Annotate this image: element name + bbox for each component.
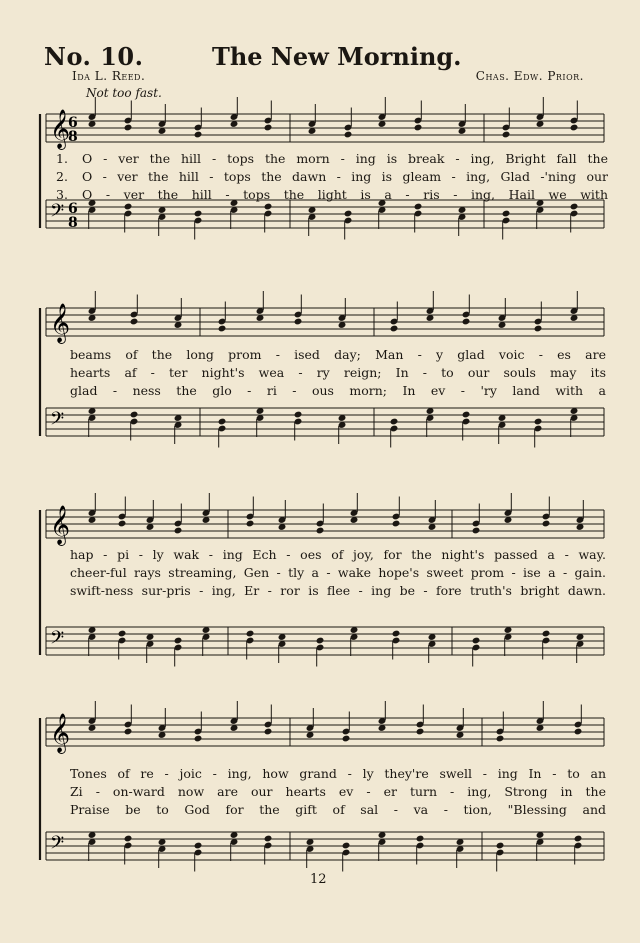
treble-clef-icon: 𝄞	[50, 505, 71, 545]
verse-number: 2.	[56, 169, 68, 184]
note-head	[124, 835, 133, 843]
lyric-text: O - ver the hill - tops the light is a - ris - ing, Hail we with	[82, 187, 608, 202]
note-head	[194, 735, 203, 743]
note-head	[246, 520, 255, 528]
lyric-text: hap - pi - ly wak - ing Ech - oes of joy, for the night's passed a - way.	[70, 547, 606, 562]
note-head	[316, 527, 325, 535]
lyric-text: Praise be to God for the gift of sal - va - tion, "Blessing and	[70, 802, 606, 817]
staff	[46, 199, 604, 239]
note-head	[570, 124, 579, 132]
note-head	[472, 527, 481, 535]
note-head	[534, 325, 543, 333]
verse-number: 3.	[56, 187, 68, 202]
note-head	[218, 325, 227, 333]
note-head	[416, 728, 425, 736]
note-head	[316, 637, 325, 645]
verse-line	[70, 765, 606, 782]
note-head	[344, 210, 353, 218]
note-head	[392, 520, 401, 528]
note-head	[130, 411, 139, 419]
note-head	[472, 637, 481, 645]
note-head	[294, 411, 303, 419]
note-head	[342, 842, 351, 850]
verse-line	[56, 150, 608, 167]
note-head	[462, 318, 471, 326]
note-head	[118, 520, 127, 528]
note-head	[174, 637, 183, 645]
note-head	[342, 735, 351, 743]
treble-clef-icon: 𝄞	[50, 303, 71, 343]
note-head	[502, 210, 511, 218]
note-head	[194, 842, 203, 850]
note-head	[570, 203, 579, 211]
note-head	[390, 325, 399, 333]
note-head	[264, 728, 273, 736]
composer-credit: Chas. Edw. Prior.	[475, 69, 584, 83]
note-head	[218, 418, 227, 426]
staff	[46, 97, 604, 150]
bass-clef-icon: 𝄢	[50, 628, 65, 653]
verse-line	[56, 186, 608, 203]
note-head	[118, 630, 127, 638]
staff	[46, 626, 604, 666]
lyric-text: Zi - on-ward now are our hearts ev - er turn - ing, Strong in the	[70, 784, 606, 799]
staff	[46, 291, 604, 344]
lyric-text: hearts af - ter night's wea - ry reign; In - to our souls may its	[70, 365, 606, 380]
note-head	[392, 630, 401, 638]
verse-line	[70, 364, 606, 381]
bass-clef-icon: 𝄢	[50, 833, 65, 858]
verse-line	[56, 168, 608, 185]
note-head	[124, 728, 133, 736]
time-signature-top: 6	[68, 201, 78, 217]
staff	[46, 407, 604, 447]
note-head	[174, 527, 183, 535]
note-head	[194, 131, 203, 139]
time-signature-bottom: 8	[68, 129, 78, 145]
lyric-text: swift-ness sur-pris - ing, Er - ror is flee - ing be - fore truth's bright dawn.	[70, 583, 606, 598]
lyric-text: glad - ness the glo - ri - ous morn; In ev - 'ry land with a	[70, 383, 606, 398]
note-head	[414, 203, 423, 211]
note-head	[496, 842, 505, 850]
lyric-text: beams of the long prom - ised day; Man - y glad voic - es are	[70, 347, 606, 362]
staff	[46, 493, 604, 546]
tempo-marking: Not too fast.	[86, 86, 162, 100]
note-head	[534, 418, 543, 426]
note-head	[416, 835, 425, 843]
note-head	[496, 735, 505, 743]
verse-line	[70, 783, 606, 800]
lyricist-credit: Ida L. Reed.	[72, 69, 146, 83]
hymn-number: No. 10.	[44, 42, 144, 71]
note-head	[124, 203, 133, 211]
lyric-text: Tones of re - joic - ing, how grand - ly they're swell - ing In - to an	[70, 766, 606, 781]
time-signature-top: 6	[68, 115, 78, 131]
note-head	[574, 728, 583, 736]
note-head	[264, 203, 273, 211]
bass-clef-icon: 𝄢	[50, 409, 65, 434]
page-number: 12	[310, 872, 327, 887]
staff	[46, 701, 604, 754]
hymn-title: The New Morning.	[212, 42, 462, 71]
verse-line	[70, 801, 606, 818]
note-head	[124, 124, 133, 132]
note-head	[194, 210, 203, 218]
verse-line	[70, 582, 606, 599]
staff	[46, 831, 604, 871]
note-head	[414, 124, 423, 132]
note-head	[294, 318, 303, 326]
note-head	[264, 124, 273, 132]
lyric-text: cheer-ful rays streaming, Gen - tly a - wake hope's sweet prom - ise a - gain.	[70, 565, 606, 580]
note-head	[390, 418, 399, 426]
note-head	[264, 835, 273, 843]
treble-clef-icon: 𝄞	[50, 109, 71, 149]
time-signature-bottom: 8	[68, 215, 78, 231]
lyric-text: O - ver the hill - tops the morn - ing is break - ing, Bright fall the	[82, 151, 608, 166]
verse-line	[70, 382, 606, 399]
bass-clef-icon: 𝄢	[50, 201, 65, 226]
verse-number: 1.	[56, 151, 68, 166]
note-head	[542, 630, 551, 638]
note-head	[542, 520, 551, 528]
note-head	[574, 835, 583, 843]
verse-line	[70, 546, 606, 563]
lyric-text: O - ver the hill - tops the dawn - ing is gleam - ing, Glad -'ning our	[82, 169, 608, 184]
note-head	[502, 131, 511, 139]
treble-clef-icon: 𝄞	[50, 713, 71, 753]
note-head	[130, 318, 139, 326]
note-head	[462, 411, 471, 419]
verse-line	[70, 564, 606, 581]
verse-line	[70, 346, 606, 363]
note-head	[246, 630, 255, 638]
note-head	[344, 131, 353, 139]
